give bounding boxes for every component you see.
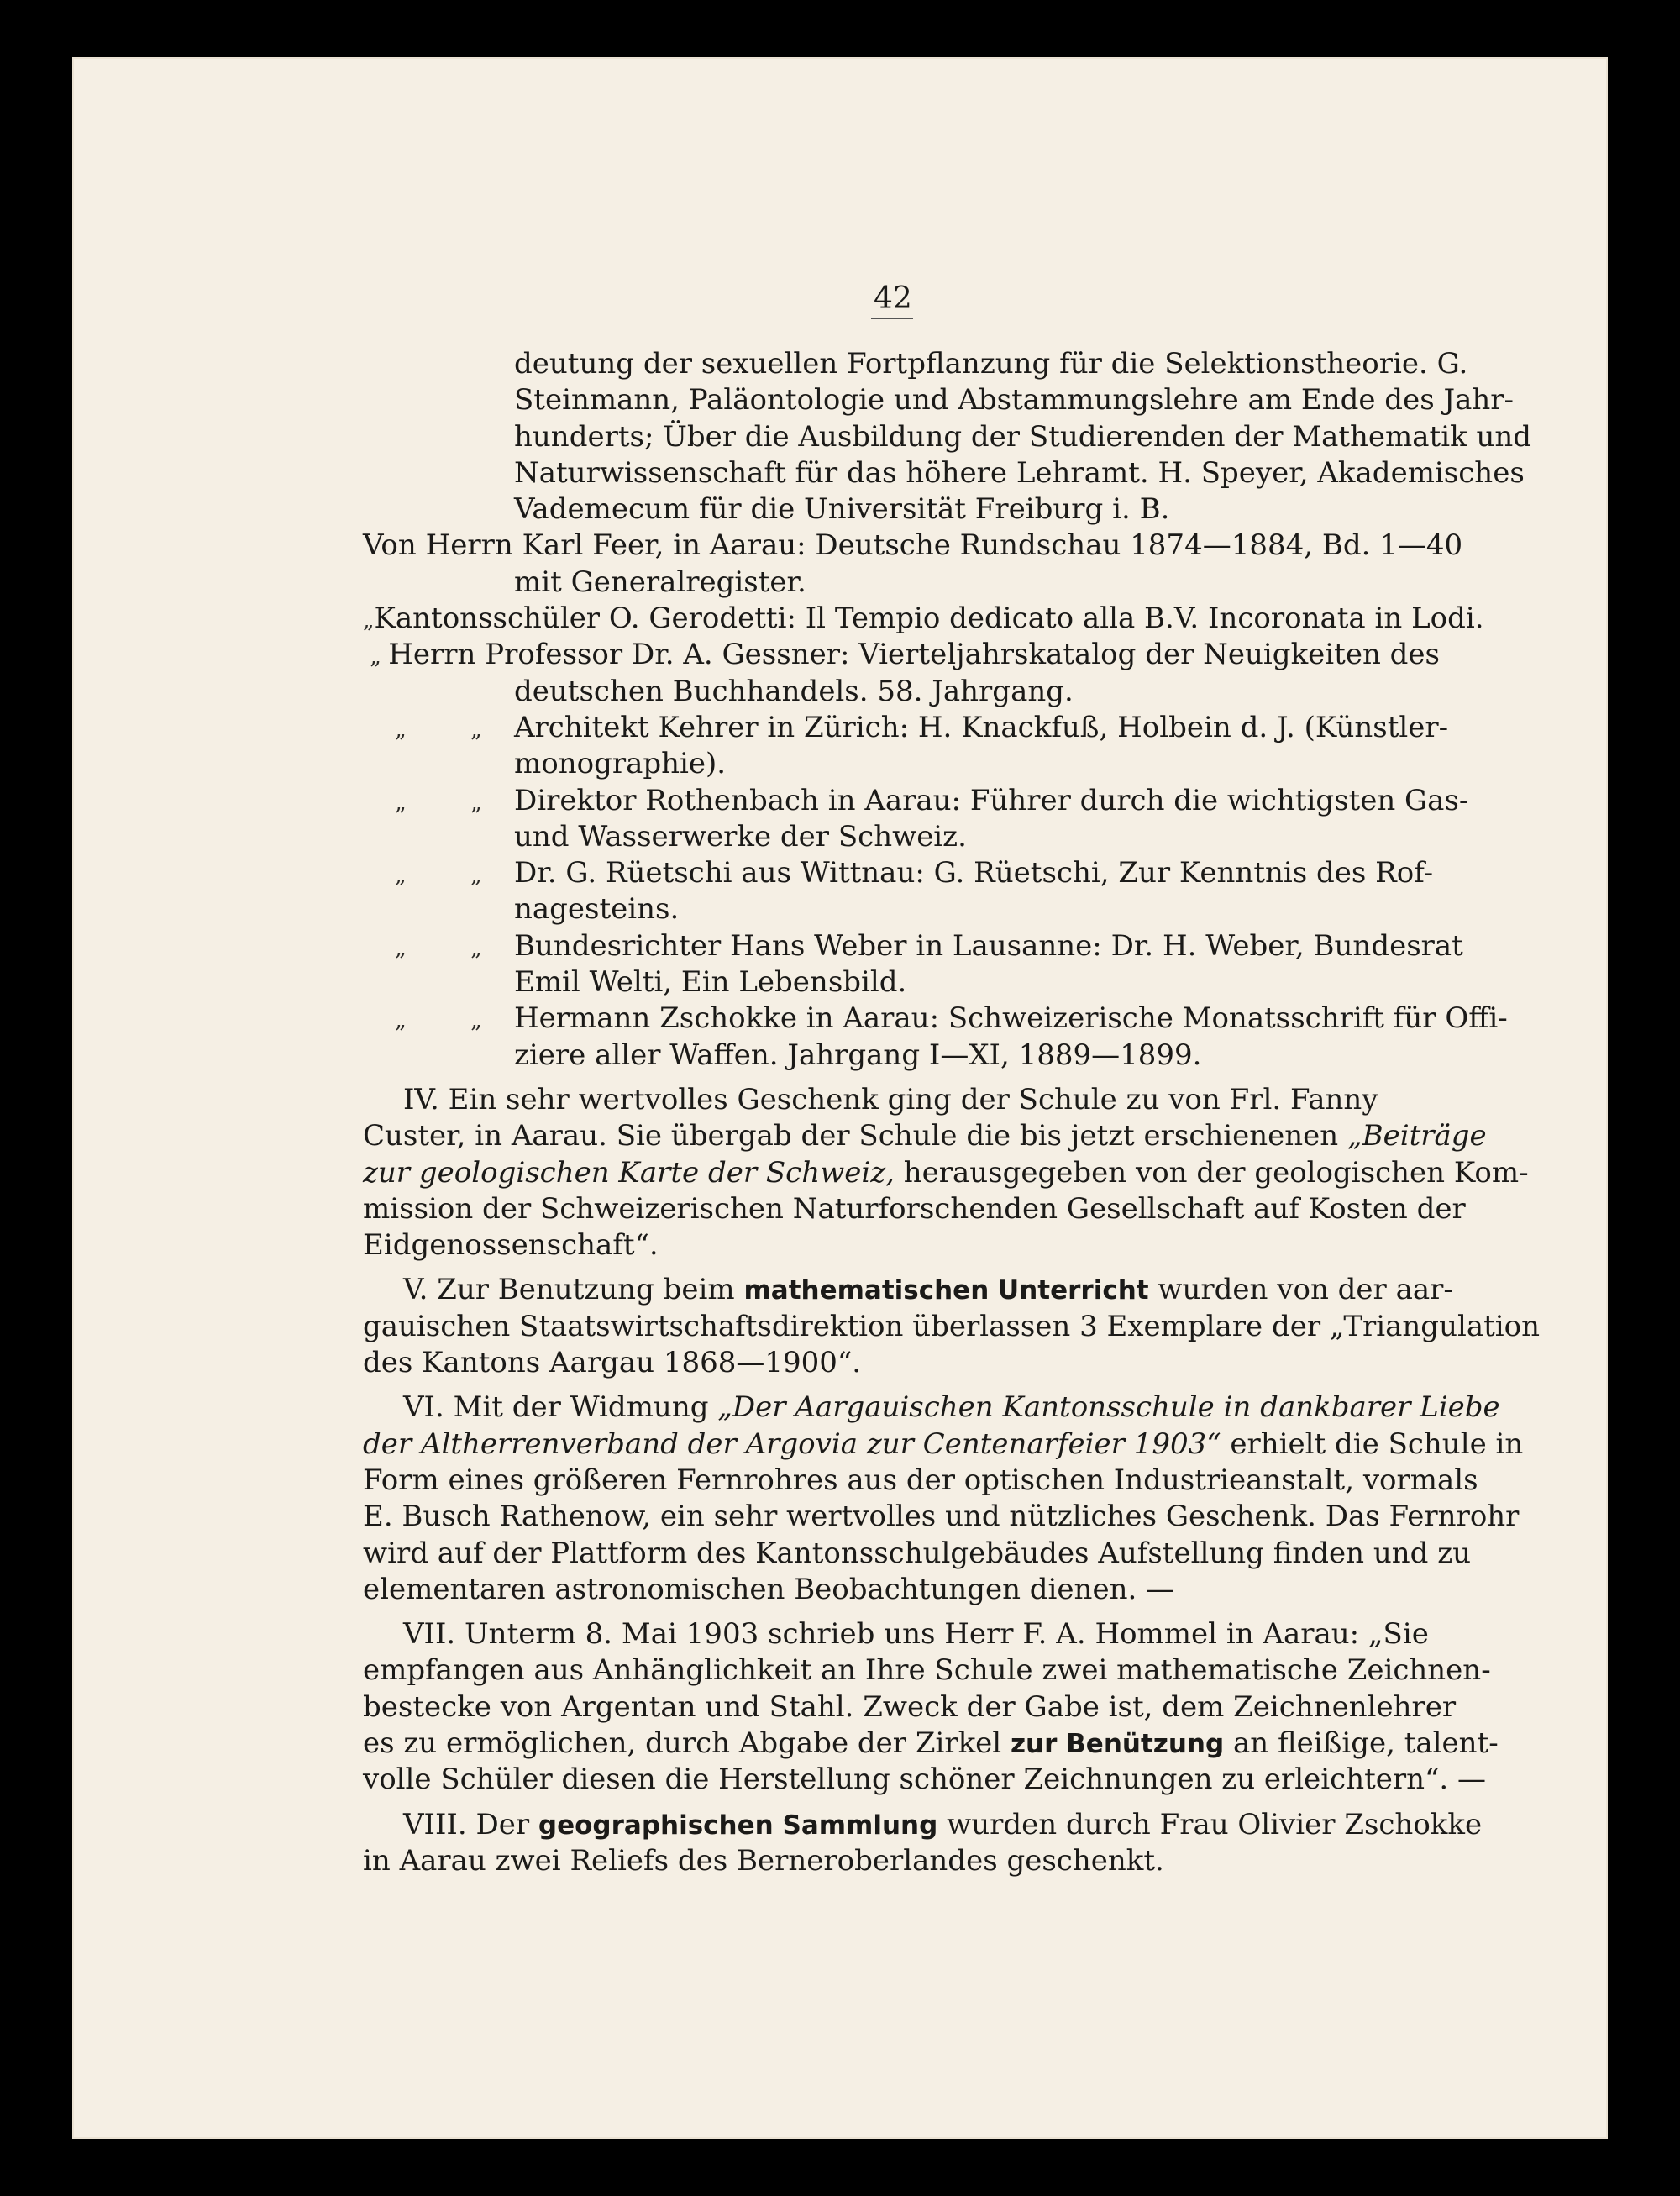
text-line: nagesteins.	[514, 892, 680, 927]
text-line: Architekt Kehrer in Zürich: H. Knackfuß, Holbein d. J. (Künstler-	[514, 710, 1449, 744]
text-line: mit Generalregister.	[514, 565, 806, 599]
ditto-mark: „	[395, 790, 407, 816]
donation-entry	[363, 928, 1463, 1001]
ditto-mark: „	[470, 1008, 482, 1034]
text-line: gauischen Staatswirtschaftsdirektion überlassen 3 Exemplare der „Triangulation	[363, 1309, 1541, 1343]
text-line: ziere aller Waffen. Jahrgang I—XI, 1889—1899.	[514, 1038, 1202, 1072]
text-span-italic: zur geologischen Karte der Schweiz,	[363, 1155, 895, 1190]
text-line: mission der Schweizerischen Naturforschenden Gesellschaft auf Kosten der	[363, 1191, 1466, 1226]
text-line: Steinmann, Paläontologie und Abstammungslehre am Ende des Jahr-	[514, 383, 1514, 418]
ditto-mark: „	[470, 863, 482, 889]
text-span: wurden von der aar-	[1148, 1273, 1453, 1307]
text-span: herausgegeben von der geologischen Kom-	[894, 1155, 1529, 1190]
text-line: deutschen Buchhandels. 58. Jahrgang.	[514, 674, 1074, 708]
ditto-mark: „	[470, 717, 482, 743]
text-span: wurden durch Frau Olivier Zschokke	[937, 1807, 1483, 1841]
text-line: empfangen aus Anhänglichkeit an Ihre Schule zwei mathematische Zeichnen-	[363, 1653, 1491, 1688]
ditto-mark: „	[363, 608, 375, 634]
text-span-italic: der Altherrenverband der Argovia zur Centenarfeier 1903“	[363, 1426, 1221, 1461]
text-line: hunderts; Über die Ausbildung der Studierenden der Mathematik und	[514, 419, 1532, 454]
donation-entry	[363, 1001, 1508, 1074]
text-line: Emil Welti, Ein Lebensbild.	[514, 965, 907, 1000]
text-span: erhielt die Schule in	[1221, 1426, 1524, 1461]
text-line: volle Schüler diesen die Herstellung schöner Zeichnungen zu erleichtern“. —	[363, 1763, 1487, 1797]
continuation-block	[363, 346, 1532, 528]
page-number-rule	[871, 318, 913, 319]
paragraph-vi	[363, 1390, 1524, 1608]
paragraph-viii	[363, 1807, 1483, 1880]
text-span-bold: geographischen Sammlung	[538, 1810, 938, 1841]
text-line: Herrn Professor Dr. A. Gessner: Vierteljahrskatalog der Neuigkeiten des	[388, 638, 1440, 672]
page-number: 42	[874, 281, 912, 316]
page-body	[363, 346, 1541, 1879]
donation-entry	[363, 637, 1440, 710]
ditto-mark: „	[470, 790, 482, 816]
text-span-bold: mathematischen Unterricht	[743, 1275, 1149, 1306]
text-line: in Aarau zwei Reliefs des Berneroberlandes geschenkt.	[363, 1843, 1164, 1878]
text-span: Custer, in Aarau. Sie übergab der Schule die bis jetzt erschienenen	[363, 1119, 1348, 1153]
ditto-mark: „	[370, 644, 381, 670]
text-line: E. Busch Rathenow, ein sehr wertvolles und nützliches Geschenk. Das Fernrohr	[363, 1500, 1520, 1534]
donation-entry	[363, 710, 1449, 783]
donation-entry	[363, 855, 1440, 928]
text-span-bold: zur Benützung	[1010, 1728, 1225, 1759]
text-span: VIII. Der	[403, 1807, 538, 1841]
paragraph-v	[363, 1272, 1541, 1381]
text-line: Vademecum für die Universität Freiburg i. B.	[514, 492, 1170, 527]
donation-entry	[363, 601, 1484, 637]
text-line: monographie).	[514, 747, 727, 781]
text-line: und Wasserwerke der Schweiz.	[514, 819, 967, 854]
text-span: VI. Mit der Widmung	[403, 1390, 718, 1425]
text-line: VII. Unterm 8. Mai 1903 schrieb uns Herr F. A. Hommel in Aarau: „Sie	[403, 1617, 1429, 1652]
text-line: Form eines größeren Fernrohres aus der optischen Industrieanstalt, vormals	[363, 1463, 1478, 1497]
donation-entry-feer	[363, 528, 1463, 601]
text-line: Direktor Rothenbach in Aarau: Führer durch die wichtigsten Gas-	[514, 783, 1469, 817]
paragraph-iv	[363, 1082, 1529, 1263]
text-line: Dr. G. Rüetschi aus Wittnau: G. Rüetschi, Zur Kenntnis des Rof-	[514, 856, 1434, 890]
text-span: es zu ermöglichen, durch Abgabe der Zirkel	[363, 1726, 1011, 1760]
text-line: elementaren astronomischen Beobachtungen dienen. —	[363, 1572, 1175, 1606]
text-line: IV. Ein sehr wertvolles Geschenk ging der Schule zu von Frl. Fanny	[403, 1082, 1378, 1116]
donation-entry	[363, 783, 1469, 856]
paragraph-vii	[363, 1616, 1499, 1798]
ditto-mark: „	[395, 717, 407, 743]
text-line: Kantonsschüler O. Gerodetti: Il Tempio dedicato alla B.V. Incoronata in Lodi.	[374, 602, 1484, 636]
text-span-italic: „Der Aargauischen Kantonsschule in dankbarer Liebe	[717, 1390, 1500, 1425]
text-line: Von Herrn Karl Feer, in Aarau: Deutsche Rundschau 1874—1884, Bd. 1—40	[363, 528, 1463, 563]
text-line: Hermann Zschokke in Aarau: Schweizerische Monatsschrift für Offi-	[514, 1001, 1508, 1036]
text-line: Bundesrichter Hans Weber in Lausanne: Dr. H. Weber, Bundesrat	[514, 928, 1463, 963]
text-line: Naturwissenschaft für das höhere Lehramt. H. Speyer, Akademisches	[514, 455, 1525, 490]
ditto-mark: „	[470, 935, 482, 961]
text-line: Eidgenossenschaft“.	[363, 1228, 659, 1263]
ditto-mark: „	[395, 863, 407, 889]
text-span: V. Zur Benutzung beim	[403, 1273, 744, 1307]
text-line: wird auf der Plattform des Kantonsschulgebäudes Aufstellung finden und zu	[363, 1536, 1472, 1570]
text-line: deutung der sexuellen Fortpflanzung für die Selektionstheorie. G.	[514, 347, 1468, 381]
text-line: bestecke von Argentan und Stahl. Zweck der Gabe ist, dem Zeichnenlehrer	[363, 1689, 1457, 1724]
text-span: an fleißige, talent-	[1224, 1726, 1499, 1760]
text-span-italic: „Beiträge	[1347, 1119, 1487, 1153]
ditto-mark: „	[395, 1008, 407, 1034]
ditto-mark: „	[395, 935, 407, 961]
text-line: des Kantons Aargau 1868—1900“.	[363, 1346, 862, 1380]
